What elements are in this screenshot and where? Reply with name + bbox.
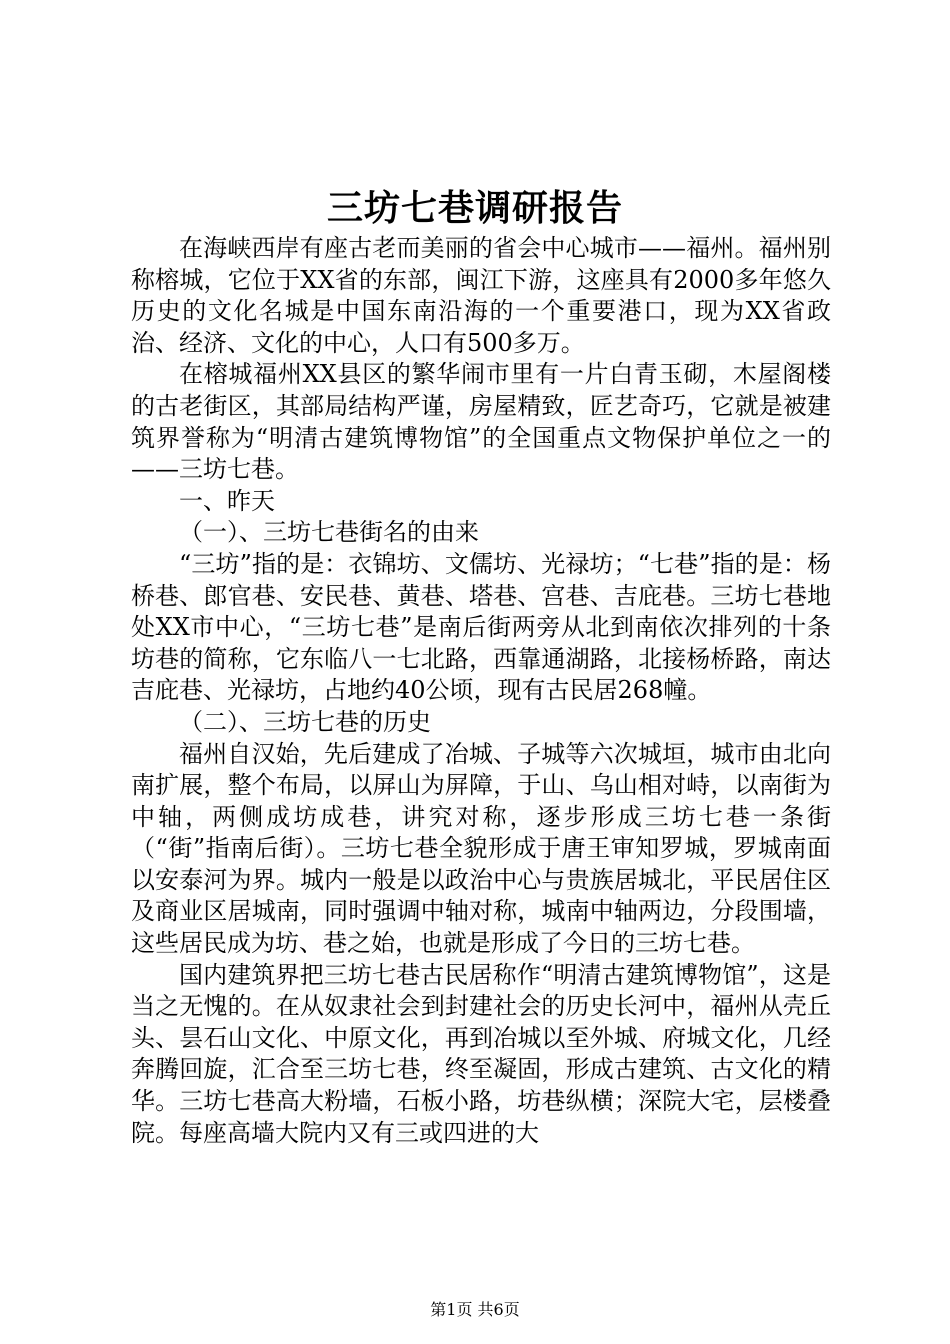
- paragraph-district: 在榕城福州XX县区的繁华闹市里有一片白青玉砌，木屋阁楼的古老街区，其部局结构严谨，房屋精致，匠艺奇巧，它就是被建筑界誉称为“明清古建筑博物馆”的全国重点文物保护单位之一的——三坊七巷。: [131, 360, 831, 484]
- document-body: [131, 233, 831, 1149]
- subsection-heading-name-origin: （一）、三坊七巷街名的由来: [179, 518, 479, 547]
- paragraph-intro: 在海峡西岸有座古老而美丽的省会中心城市——福州。福州别称榕城，它位于XX省的东部，闽江下游，这座具有2000多年悠久历史的文化名城是中国东南沿海的一个重要港口，现为XX省政治、经济、文化的中心，人口有500多万。: [131, 234, 831, 357]
- paragraph-name-origin: “三坊”指的是：衣锦坊、文儒坊、光禄坊；“七巷”指的是：杨桥巷、郎官巷、安民巷、黄巷、塔巷、宫巷、吉庇巷。三坊七巷地处XX市中心，“三坊七巷”是南后街两旁从北到南依次排列的十条坊巷的简称，它东临八一七北路，西靠通湖路，北接杨桥路，南达吉庇巷、光禄坊，占地约40公顷，现有古民居268幢。: [131, 549, 831, 705]
- subsection-heading-history: （二）、三坊七巷的历史: [179, 707, 431, 736]
- page-number-footer: 第1页 共6页: [430, 1300, 520, 1319]
- paragraph-history: 福州自汉始，先后建成了冶城、子城等六次城垣，城市由北向南扩展，整个布局，以屏山为屏障，于山、乌山相对峙，以南街为中轴，两侧成坊成巷，讲究对称，逐步形成三坊七巷一条街（“街”指南后街）。三坊七巷全貌形成于唐王审知罗城，罗城南面以安泰河为界。城内一般是以政治中心与贵族居城北，平民居住区及商业区居城南，同时强调中轴对称，城南中轴两边，分段围墙，这些居民成为坊、巷之始，也就是形成了今日的三坊七巷。: [131, 739, 831, 958]
- document-title: 三坊七巷调研报告: [326, 187, 623, 229]
- paragraph-architecture: 国内建筑界把三坊七巷古民居称作“明清古建筑博物馆”，这是当之无愧的。在从奴隶社会到封建社会的历史长河中，福州从壳丘头、昙石山文化、中原文化，再到冶城以至外城、府城文化，几经奔腾回旋，汇合至三坊七巷，终至凝固，形成古建筑、古文化的精华。三坊七巷高大粉墙，石板小路，坊巷纵横；深院大宅，层楼叠院。每座高墙大院内又有三或四进的大: [131, 960, 831, 1147]
- section-heading-yesterday: 一、昨天: [179, 486, 275, 515]
